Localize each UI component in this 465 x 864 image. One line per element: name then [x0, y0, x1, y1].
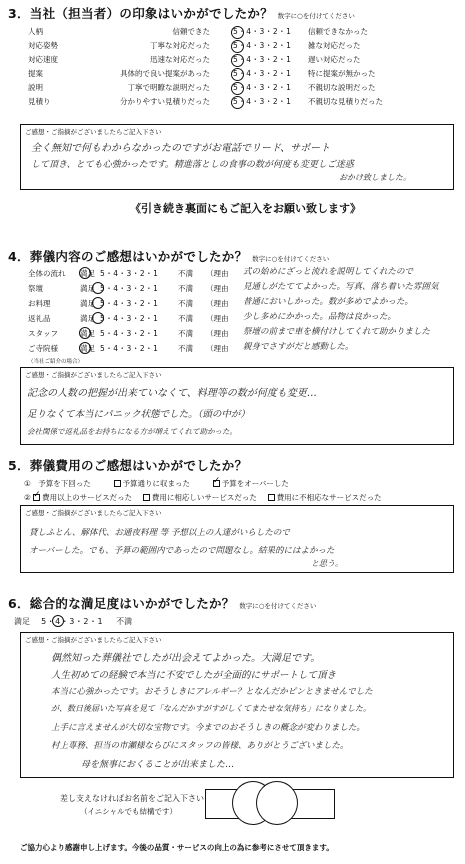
section5-comment-box[interactable]	[20, 505, 454, 573]
satisfied-label: 満足	[80, 329, 95, 338]
circle-mark	[231, 54, 244, 67]
section6-comment-box[interactable]	[20, 632, 454, 778]
handwritten-line: 全く無知で何もわからなかったのですがお電話でリード、サポート	[31, 143, 331, 154]
rating-negative: 不親切な見積りだった	[308, 97, 383, 106]
handwritten-line: 記念の人数の把握が出来ていなくて、料理等の数が何度も変更…	[27, 388, 317, 399]
handwritten-reason: 式の始めにざっと流れを説明してくれたので	[243, 267, 414, 277]
handwritten-line: おかけ致しました。	[339, 173, 411, 182]
handwritten-line: 村上専務、担当の市瀬様ならびにスタッフの皆様、ありがとうございました。	[51, 741, 349, 751]
rating-negative: 遅い対応だった	[308, 55, 361, 64]
handwritten-line: と思う。	[311, 559, 343, 568]
rating-scale[interactable]: 5・4・3・2・1	[41, 617, 104, 626]
option-over-budget-label: 予算をオーバーした	[221, 479, 289, 488]
comment-box-label: ご感想・ご指摘がございましたらご記入下さい	[25, 371, 162, 379]
handwritten-reason: 祭壇の前まで車を横付けしてくれて助かりました	[243, 327, 431, 337]
dissatisfied-label: 不満	[178, 314, 193, 323]
satisfied-label: 満足	[80, 344, 95, 353]
value-options	[24, 492, 382, 503]
rating-scale[interactable]: 5・4・3・2・1	[100, 329, 159, 338]
rating-positive: 丁寧で明瞭な説明だった	[127, 83, 210, 92]
dissatisfied-label: 不満	[178, 344, 193, 353]
reason-label: （理由	[206, 344, 229, 353]
rating-label: 対応速度	[28, 55, 58, 64]
dissatisfied-label: 不満	[178, 284, 193, 293]
rating-label: 対応姿勢	[28, 41, 58, 50]
rating-scale[interactable]: 5・4・3・2・1	[100, 344, 159, 353]
dissatisfied-label: 不満	[116, 617, 133, 626]
section4-title: 4．葬儀内容のご感想はいかがでしたか？ 数字に○を付けてください	[8, 249, 330, 264]
circle-mark	[92, 297, 104, 309]
option-number: ②	[24, 493, 31, 502]
rating-positive: 具体的で良い提案があった	[120, 69, 210, 78]
reason-label: （理由	[206, 299, 229, 308]
budget-options	[24, 478, 289, 489]
option-below-cost-label: 費用に不相応なサービスだった	[276, 493, 382, 502]
rating-scale[interactable]: 5・4・3・2・1	[233, 69, 292, 78]
checkbox-on-budget[interactable]	[114, 480, 121, 487]
rating-scale[interactable]: 5・4・3・2・1	[100, 269, 159, 278]
handwritten-line: オーバーした。でも、予算の範囲内であったので問題なし。結果的にはよかった	[29, 546, 335, 556]
satisfied-label: 満足	[80, 314, 95, 323]
reason-label: （理由	[206, 329, 229, 338]
checkbox-below-cost[interactable]	[268, 494, 275, 501]
handwritten-line: 会社関係で返礼品をお持ちになる方が増えてくれて助かった。	[27, 427, 237, 436]
handwritten-line: が、数日後届いた写真を見て「なんだかすがすがしくてまたせな気持ち」になりました。	[51, 704, 371, 713]
checkbox-over-budget[interactable]	[213, 480, 220, 487]
rating-negative: 信頼できなかった	[308, 27, 368, 36]
content-row-temple	[28, 343, 458, 357]
handwritten-reason: 見通しがたててよかった。写真、落ち着いた雰囲気	[243, 282, 439, 292]
option-above-cost-label: 費用以上のサービスだった	[42, 493, 133, 502]
checkbox-above-cost[interactable]	[33, 494, 40, 501]
satisfied-label: 満足	[80, 269, 95, 278]
satisfied-label: 満足	[80, 284, 95, 293]
rating-positive: 分かりやすい見積りだった	[120, 97, 210, 106]
circle-mark	[92, 312, 104, 324]
circle-mark	[52, 615, 64, 627]
section3-note: 数字に○を付けてください	[277, 12, 355, 20]
dissatisfied-label: 不満	[178, 299, 193, 308]
circle-mark	[79, 327, 91, 339]
rating-positive: 迅速な対応だった	[150, 55, 210, 64]
temple-note: （当社ご紹介の場合）	[28, 359, 84, 365]
reason-label: （理由	[206, 269, 229, 278]
rating-label: 説明	[28, 83, 43, 92]
handwritten-line: 偶然知った葬儀社でしたが出会えてよかった。大満足です。	[51, 653, 321, 664]
satisfied-label: 満足	[14, 617, 30, 626]
reason-label: （理由	[206, 314, 229, 323]
handwritten-line: 貸しふとん、解体代、お通夜料理 等 予想以上の人達がいらしたので	[29, 528, 290, 538]
row-label: お料理	[28, 299, 51, 308]
rating-scale[interactable]: 5・4・3・2・1	[100, 284, 159, 293]
rating-positive: 丁寧な対応だった	[150, 41, 210, 50]
circle-mark	[231, 26, 244, 39]
row-label: 返礼品	[28, 314, 51, 323]
rating-negative: 雑な対応だった	[308, 41, 361, 50]
circle-mark	[79, 267, 91, 279]
overall-rating-row	[14, 616, 132, 627]
section5-title: 5．葬儀費用のご感想はいかがでしたか？	[8, 458, 248, 473]
handwritten-reason: 少し多めにかかった。品物は良かった。	[243, 312, 397, 322]
handwritten-line: して頂き、とても心強かったです。精進落としの食事の数が何度も変更しご迷惑	[31, 160, 354, 170]
rating-scale[interactable]: 5・4・3・2・1	[100, 299, 159, 308]
rating-label: 見積り	[28, 97, 51, 106]
name-label: 差し支えなければお名前をご記入下さい	[60, 794, 204, 803]
rating-negative: 不親切な説明だった	[308, 83, 376, 92]
option-under-budget[interactable]: ① 予算を下回った	[24, 479, 91, 488]
section3-title: 3．当社（担当者）の印象はいかがでしたか？ 数字に○を付けてください	[8, 6, 355, 21]
handwritten-line: 上手に言えませんが大切な宝物です。今までのおそうしきの概念が変わりました。	[51, 723, 365, 733]
comment-box-label: ご感想・ご指摘がございましたらご記入下さい	[25, 509, 162, 517]
rating-negative: 特に提案が無かった	[308, 69, 376, 78]
circle-mark	[92, 282, 104, 294]
section3-comment-box[interactable]	[20, 124, 454, 190]
rating-scale[interactable]: 5・4・3・2・1	[233, 27, 292, 36]
section6-note: 数字に○を付けてください	[239, 602, 317, 610]
circle-mark	[231, 68, 244, 81]
row-label: 全体の流れ	[28, 269, 66, 278]
rating-scale[interactable]: 5・4・3・2・1	[233, 41, 292, 50]
rating-scale[interactable]: 5・4・3・2・1	[233, 97, 292, 106]
circle-mark	[231, 96, 244, 109]
option-fair-cost-label: 費用に相応しいサービスだった	[151, 493, 257, 502]
comment-box-label: ご感想・ご指摘がございましたらご記入下さい	[25, 636, 162, 644]
circle-mark	[79, 342, 91, 354]
satisfied-label: 満足	[80, 299, 95, 308]
rating-positive: 信頼できた	[172, 27, 210, 36]
handwritten-line: 母を無事におくることが出来ました…	[81, 760, 235, 770]
rating-scale[interactable]: 5・4・3・2・1	[233, 83, 292, 92]
footer-thanks: ご協力心より感謝申し上げます。今後の品質・サービスの向上の為に参考にさせて頂きます。	[20, 843, 334, 852]
handwritten-reason: 普通においしかった。数が多めでよかった。	[243, 297, 414, 307]
dissatisfied-label: 不満	[178, 329, 193, 338]
rating-label: 人柄	[28, 27, 43, 36]
rating-label: 提案	[28, 69, 43, 78]
handwritten-line: 足りなくて本当にパニック状態でした。（頭の中が）	[27, 409, 250, 420]
checkbox-fair-cost[interactable]	[143, 494, 150, 501]
section4-note: 数字に○を付けてください	[252, 255, 330, 263]
comment-box-label: ご感想・ご指摘がございましたらご記入下さい	[25, 128, 162, 136]
handwritten-line: 本当に心強かったです。おそうしきにアレルギー？となんだかピンときませんでした	[51, 687, 373, 697]
section6-title: 6．総合的な満足度はいかがでしたか？ 数字に○を付けてください	[8, 596, 317, 611]
redaction-oval-right	[256, 781, 298, 825]
row-label: スタッフ	[28, 329, 58, 338]
option-on-budget-label: 予算通りに収まった	[122, 479, 191, 488]
handwritten-line: 人生初めての経験で本当に不安でしたが全面的にサポートして頂き	[51, 670, 337, 681]
dissatisfied-label: 不満	[178, 269, 193, 278]
row-label: 祭壇	[28, 284, 43, 293]
circle-mark	[231, 40, 244, 53]
circle-mark	[231, 82, 244, 95]
reason-label: （理由	[206, 284, 229, 293]
row-label: ご寺院様	[28, 344, 58, 353]
rating-scale[interactable]: 5・4・3・2・1	[100, 314, 159, 323]
handwritten-reason: 親身でさすがだと感動した。	[243, 342, 354, 352]
rating-scale[interactable]: 5・4・3・2・1	[233, 55, 292, 64]
continue-note: 《引き続き裏面にもご記入をお願い致します》	[130, 202, 361, 215]
name-sublabel: （イニシャルでも結構です）	[80, 807, 178, 816]
section4-comment-box[interactable]	[20, 367, 454, 445]
